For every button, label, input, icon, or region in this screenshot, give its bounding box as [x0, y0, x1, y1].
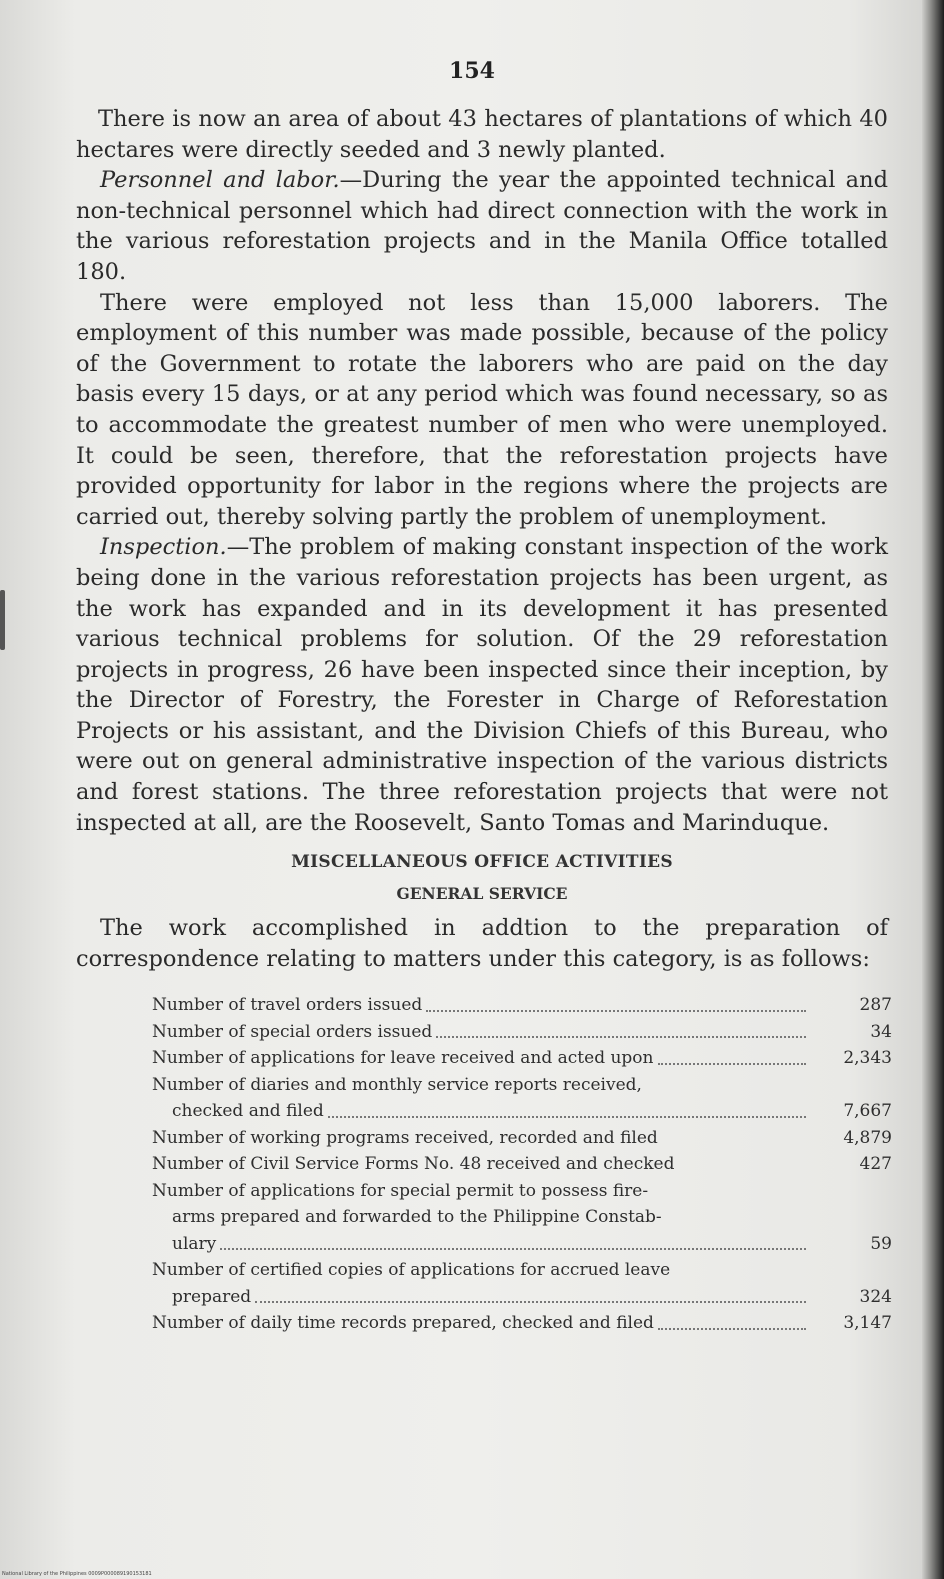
list-item-line	[152, 1072, 892, 1099]
item-label: Number of applications for leave received and acted upon	[152, 1048, 654, 1069]
statistics-list	[152, 992, 892, 1337]
item-value: 324	[859, 1286, 892, 1307]
item-label-continued: prepared	[172, 1286, 252, 1307]
item-label: Number of travel orders issued	[152, 995, 423, 1016]
list-item-line	[152, 1257, 892, 1284]
item-label-continued: ulary	[172, 1233, 217, 1254]
paragraph-text: There were employed not less than 15,000 laborers. The employment of this number was made possible, because of the policy of the Government to rotate the laborers who are paid on the day basis every 15 days, or at any period which was found necessary, so as to accommodate the greatest number of men who were unemployed. It could be seen, therefore, that the reforestation projects have provided opportunity for labor in the regions where the projects are carried out, thereby solving partly the problem of unemployment.	[76, 289, 888, 530]
list-item	[152, 1231, 892, 1258]
list-item	[152, 1125, 892, 1152]
paragraph-text: —The problem of making constant inspection of the work being done in the various reforestation projects has been urgent, as the work has expanded and in its development it has presented various technical problems for solution. Of the 29 reforestation projects in progress, 26 have been inspected since their inception, by the Director of Forestry, the Forester in Charge of Reforestation Projects or his assistant, and the Division Chiefs of this Bureau, who were out on general administrative inspection of the various districts and forest stations. The three reforestation projects that were not inspected at all, are the Roosevelt, Santo Tomas and Marinduque.	[76, 534, 888, 836]
list-item	[152, 1098, 892, 1125]
item-label: Number of daily time records prepared, checked and filed	[152, 1313, 654, 1334]
paragraph-plantations	[76, 104, 888, 165]
paragraph-inspection	[76, 532, 888, 838]
leader-dots	[436, 1036, 806, 1038]
item-label: Number of certified copies of applications for accrued leave	[152, 1260, 671, 1281]
leader-dots	[220, 1248, 806, 1250]
page-number: 154	[449, 58, 495, 84]
item-value: 34	[870, 1021, 892, 1042]
item-value: 7,667	[843, 1101, 892, 1122]
item-label: Number of applications for special permit to possess fire-	[152, 1180, 649, 1201]
list-item	[152, 1151, 892, 1178]
list-item-line	[152, 1178, 892, 1205]
item-label: Number of special orders issued	[152, 1021, 433, 1042]
run-in-heading: Personnel and labor.	[100, 167, 340, 194]
list-item	[152, 1045, 892, 1072]
page-body	[76, 104, 892, 1337]
paragraph-text: —During the year the appointed technical and non-technical personnel which had direct connection with the work in the various reforestation projects and in the Manila Office totalled 180.	[76, 167, 888, 285]
paragraph-personnel	[76, 165, 888, 287]
item-label-continued: arms prepared and forwarded to the Philippine Constab-	[172, 1207, 662, 1228]
leader-dots	[658, 1063, 807, 1065]
list-item	[152, 1310, 892, 1337]
scan-footer: National Library of the Philippines 0009P000089190153181	[2, 1571, 152, 1577]
section-heading: MISCELLANEOUS OFFICE ACTIVITIES	[291, 852, 673, 873]
section-subheading: GENERAL SERVICE	[396, 884, 568, 904]
leader-dots	[255, 1301, 806, 1303]
item-value: 3,147	[843, 1313, 892, 1334]
paragraph-text: There is now an area of about 43 hectares of plantations of which 40 hectares were directly seeded and 3 newly planted.	[76, 106, 888, 163]
item-value: 59	[870, 1233, 892, 1254]
page-binding-shadow	[922, 0, 944, 1579]
item-label: Number of diaries and monthly service reports received,	[152, 1074, 642, 1095]
item-value: 287	[859, 995, 892, 1016]
item-value: 427	[859, 1154, 892, 1175]
item-label: Number of Civil Service Forms No. 48 received and checked	[152, 1154, 675, 1175]
item-value: 2,343	[843, 1048, 892, 1069]
item-label: Number of working programs received, recorded and filed	[152, 1127, 658, 1148]
scan-edge-mark	[0, 590, 5, 650]
run-in-heading: Inspection.	[100, 534, 227, 561]
list-item	[152, 1019, 892, 1046]
item-label-continued: checked and filed	[172, 1101, 324, 1122]
list-item	[152, 992, 892, 1019]
leader-dots	[328, 1116, 806, 1118]
paragraph-intro: The work accomplished in addtion to the preparation of correspondence relating to matters under this category, is as follows:	[76, 915, 888, 972]
leader-dots	[426, 1010, 806, 1012]
item-value: 4,879	[843, 1127, 892, 1148]
leader-dots	[658, 1328, 806, 1330]
list-item-line	[152, 1204, 892, 1231]
paragraph-laborers	[76, 288, 888, 533]
list-item	[152, 1284, 892, 1311]
